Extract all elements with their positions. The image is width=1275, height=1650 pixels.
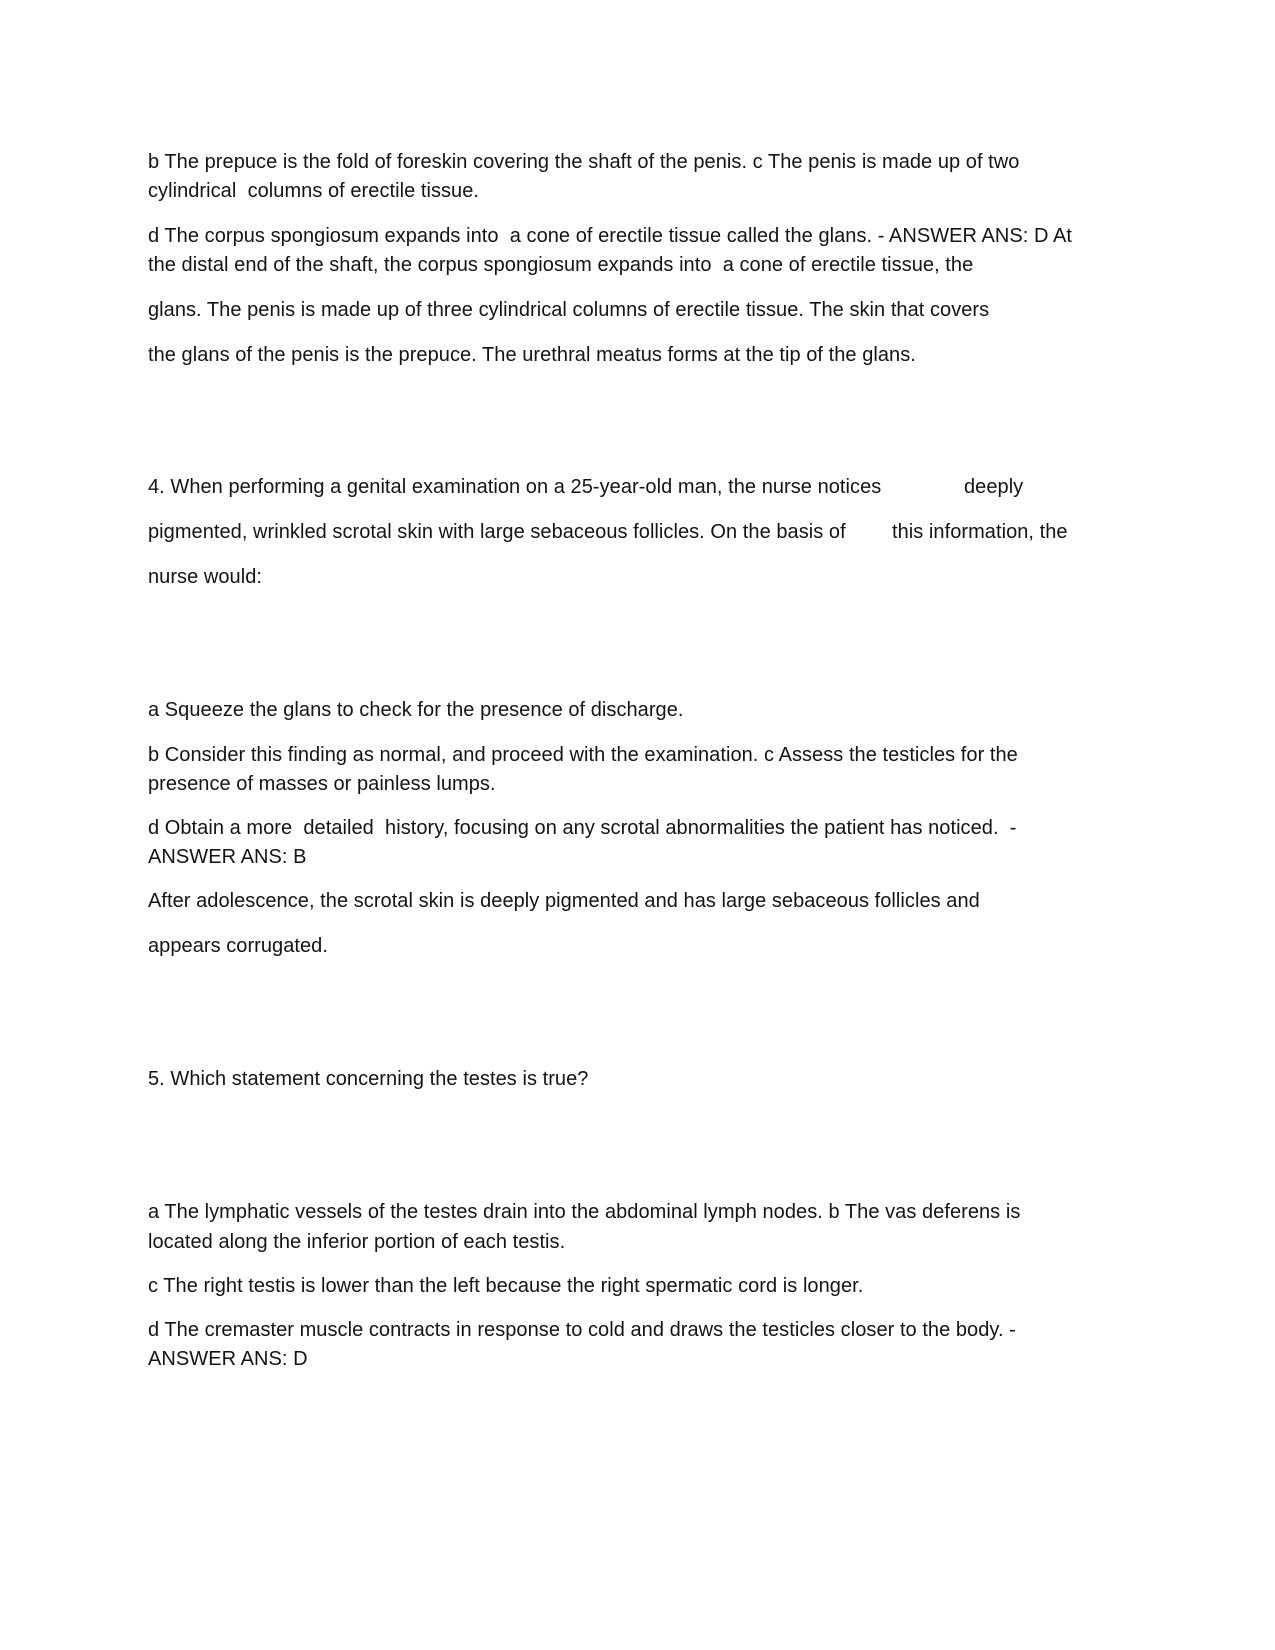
question-4-stem-part-1: 4. When performing a genital examination on a 25-year-old man, the nurse notices — [148, 476, 882, 498]
question-4-option-a: a Squeeze the glans to check for the presence of discharge. — [148, 699, 684, 721]
question-5-stem: 5. Which statement concerning the testes is true? — [148, 1068, 589, 1090]
text-line: the glans of the penis is the prepuce. The urethral meatus forms at the tip of the glans. — [148, 344, 916, 366]
question-5-option-c: c The right testis is lower than the left because the right spermatic cord is longer. — [148, 1275, 864, 1297]
text-line: d The corpus spongiosum expands into a cone of erectile tissue called the glans. - ANSWER ANS: D At — [148, 225, 1073, 247]
text-line: located along the inferior portion of each testis. — [148, 1231, 566, 1253]
text-line: the distal end of the shaft, the corpus spongiosum expands into a cone of erectile tissue, the — [148, 254, 974, 276]
question-4-stem-part-5: nurse would: — [148, 566, 262, 588]
question-5-answer: ANSWER ANS: D — [148, 1348, 308, 1370]
question-4-stem-part-4: this information, the — [892, 521, 1068, 543]
question-5-option-a: a The lymphatic vessels of the testes drain into the abdominal lymph nodes. b The vas deferens is — [148, 1201, 1021, 1223]
text-line: cylindrical columns of erectile tissue. — [148, 180, 480, 202]
text-line: b The prepuce is the fold of foreskin covering the shaft of the penis. c The penis is made up of two — [148, 151, 1020, 173]
question-4-answer: ANSWER ANS: B — [148, 846, 307, 868]
question-5-option-d: d The cremaster muscle contracts in response to cold and draws the testicles closer to the body. - — [148, 1319, 1016, 1341]
question-4-option-b: b Consider this finding as normal, and proceed with the examination. c Assess the testicles for the — [148, 744, 1018, 766]
question-4-stem-part-2: deeply — [964, 476, 1024, 498]
question-4-option-d: d Obtain a more detailed history, focusing on any scrotal abnormalities the patient has noticed. - — [148, 817, 1017, 839]
text-line: appears corrugated. — [148, 935, 328, 957]
question-4-rationale: After adolescence, the scrotal skin is deeply pigmented and has large sebaceous follicles and — [148, 890, 980, 912]
question-4-stem-part-3: pigmented, wrinkled scrotal skin with large sebaceous follicles. On the basis of — [148, 521, 846, 543]
text-line: presence of masses or painless lumps. — [148, 773, 496, 795]
text-line: glans. The penis is made up of three cylindrical columns of erectile tissue. The skin that covers — [148, 299, 990, 321]
